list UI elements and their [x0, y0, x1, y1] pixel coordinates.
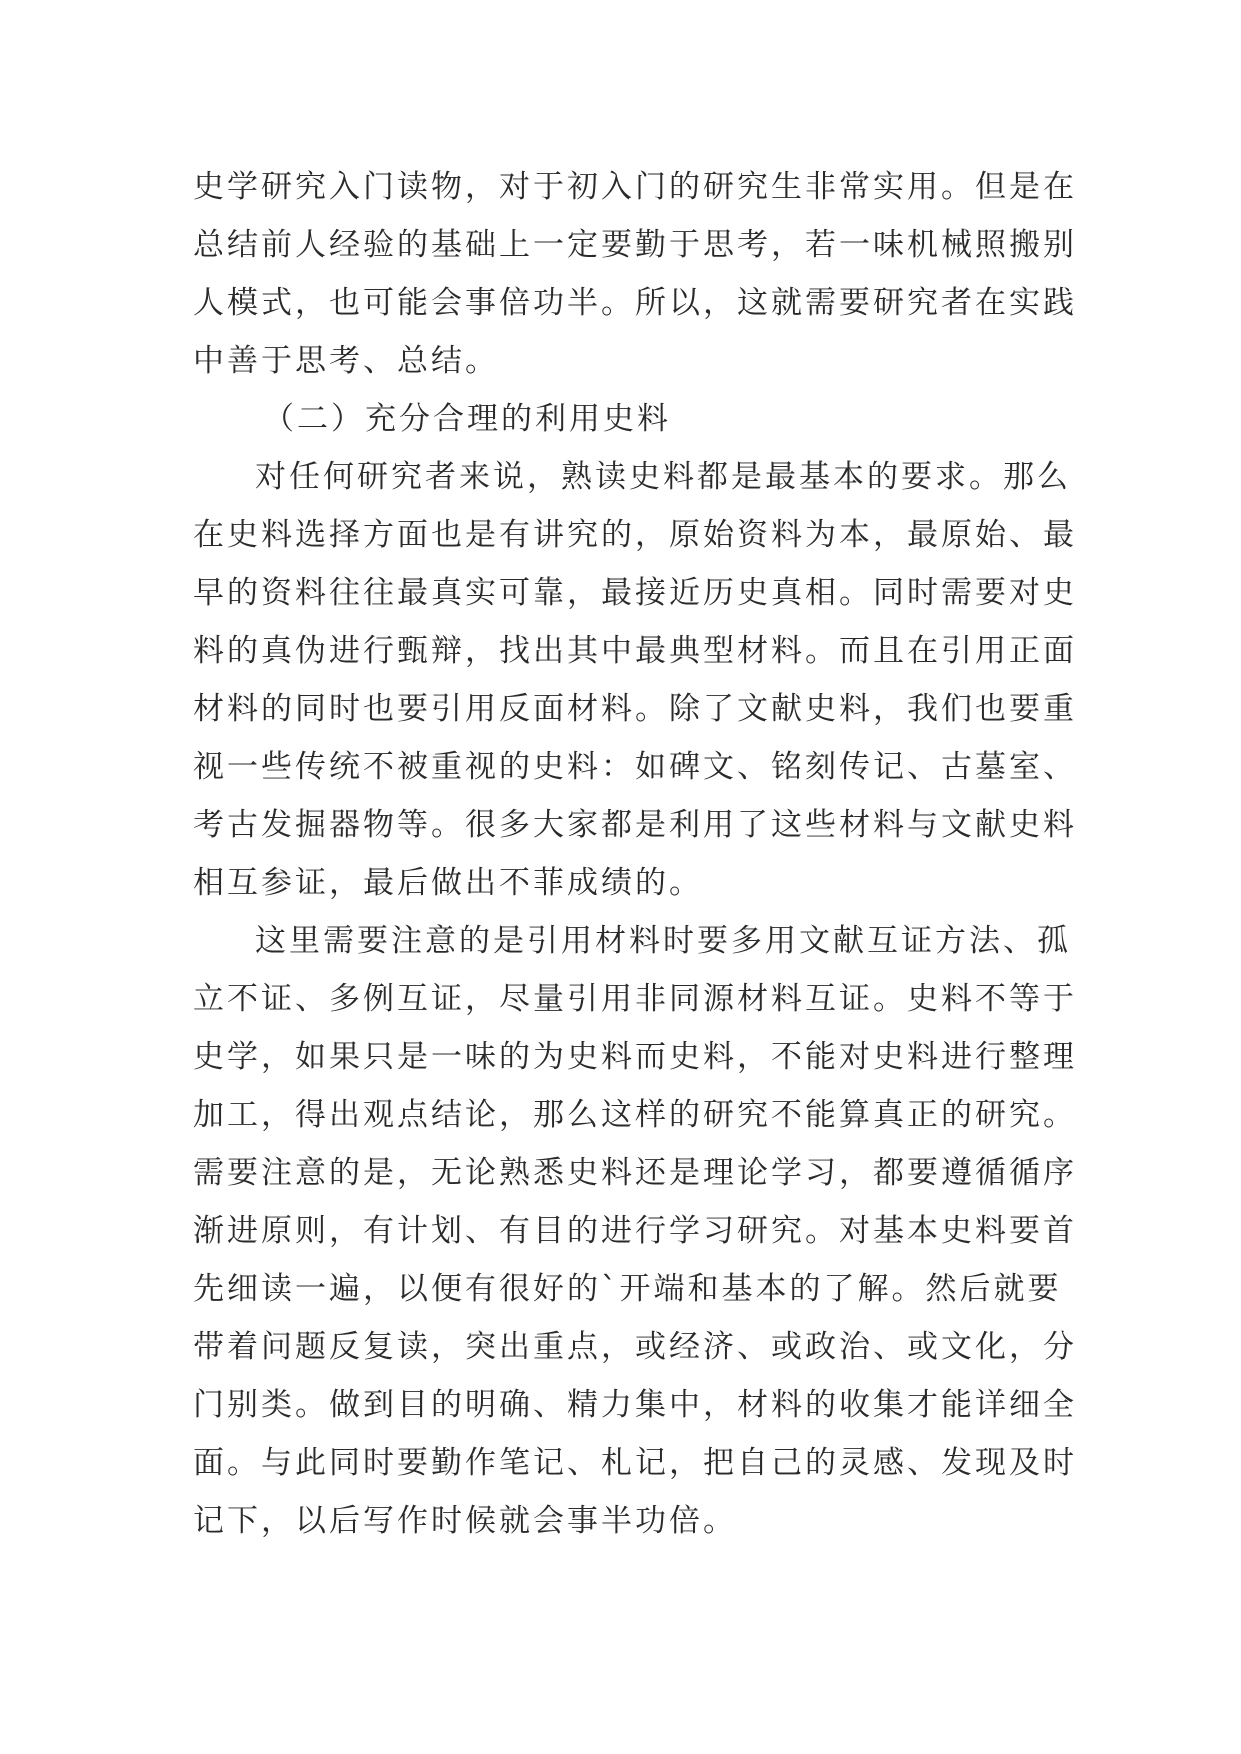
text-line: 立不证、多例互证，尽量引用非同源材料互证。史料不等于 [193, 981, 1077, 1017]
text-line: 渐进原则，有计划、有目的进行学习研究。对基本史料要首 [193, 1213, 1077, 1249]
text-line: 人模式，也可能会事倍功半。所以，这就需要研究者在实践 [193, 285, 1077, 321]
text-line: 在史料选择方面也是有讲究的，原始资料为本，最原始、最 [193, 517, 1077, 553]
text-line: 早的资料往往最真实可靠，最接近历史真相。同时需要对史 [193, 575, 1077, 611]
text-line: 相互参证，最后做出不菲成绩的。 [193, 865, 703, 901]
document-body [193, 158, 1077, 1550]
text-line: 记下，以后写作时候就会事半功倍。 [193, 1503, 737, 1539]
text-line: 带着问题反复读，突出重点，或经济、或政治、或文化，分 [193, 1329, 1077, 1365]
text-line: 面。与此同时要勤作笔记、札记，把自己的灵感、发现及时 [193, 1445, 1077, 1481]
text-line: 史学，如果只是一味的为史料而史料，不能对史料进行整理 [193, 1039, 1077, 1075]
text-line: 史学研究入门读物，对于初入门的研究生非常实用。但是在 [193, 169, 1077, 205]
text-line: 对任何研究者来说，熟读史料都是最基本的要求。那么 [255, 459, 1071, 495]
text-line: 先细读一遍，以便有很好的`开端和基本的了解。然后就要 [193, 1271, 1062, 1307]
text-line: 门别类。做到目的明确、精力集中，材料的收集才能详细全 [193, 1387, 1077, 1423]
text-line: 这里需要注意的是引用材料时要多用文献互证方法、孤 [255, 923, 1071, 959]
text-line: 加工，得出观点结论，那么这样的研究不能算真正的研究。 [193, 1097, 1077, 1133]
text-line: 需要注意的是，无论熟悉史料还是理论学习，都要遵循循序 [193, 1155, 1077, 1191]
text-line: 料的真伪进行甄辩，找出其中最典型材料。而且在引用正面 [193, 633, 1077, 669]
text-line: 材料的同时也要引用反面材料。除了文献史料，我们也要重 [193, 691, 1077, 727]
text-line: 中善于思考、总结。 [193, 343, 499, 379]
section-heading: （二）充分合理的利用史料 [263, 401, 671, 437]
text-line: 考古发掘器物等。很多大家都是利用了这些材料与文献史料 [193, 807, 1077, 843]
text-line: 总结前人经验的基础上一定要勤于思考，若一味机械照搬别 [193, 227, 1077, 263]
text-line: 视一些传统不被重视的史料：如碑文、铭刻传记、古墓室、 [193, 749, 1077, 785]
